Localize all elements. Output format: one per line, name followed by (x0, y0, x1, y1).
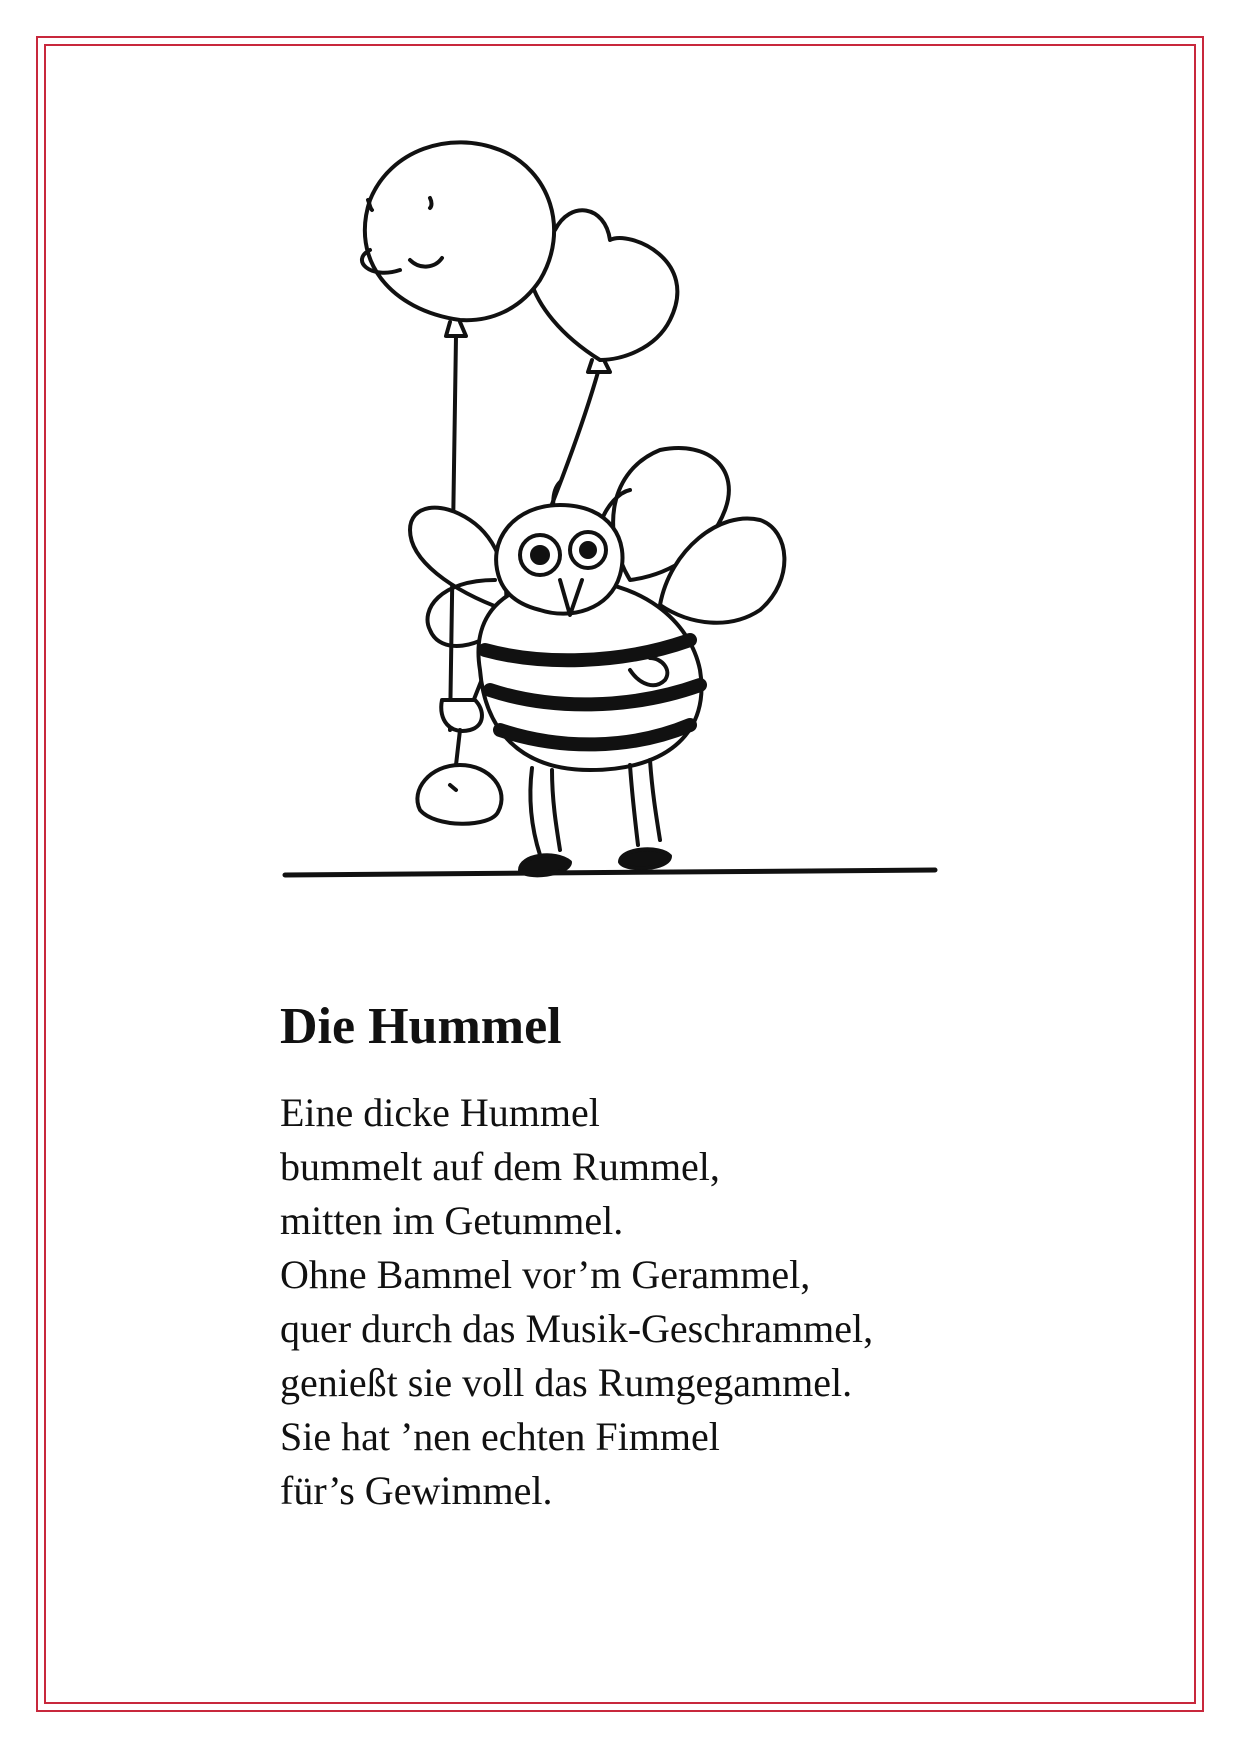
poem-lines (280, 1086, 1140, 1518)
bumblebee-with-balloons-icon (270, 110, 950, 940)
poem-line: mitten im Getummel. (280, 1198, 624, 1244)
poem-title: Die Hummel (280, 998, 562, 1055)
poem-line: genießt sie voll das Rumgegammel. (280, 1360, 853, 1406)
poem-line: quer durch das Musik-Geschrammel, (280, 1306, 874, 1352)
poem-line: Ohne Bammel vor’m Gerammel, (280, 1252, 811, 1298)
poem-line: bummelt auf dem Rummel, (280, 1144, 720, 1190)
poem (280, 996, 1140, 1518)
poem-line: Eine dicke Hummel (280, 1090, 600, 1136)
poem-line: Sie hat ’nen echten Fimmel (280, 1414, 720, 1460)
poem-line: für’s Gewimmel. (280, 1468, 553, 1514)
